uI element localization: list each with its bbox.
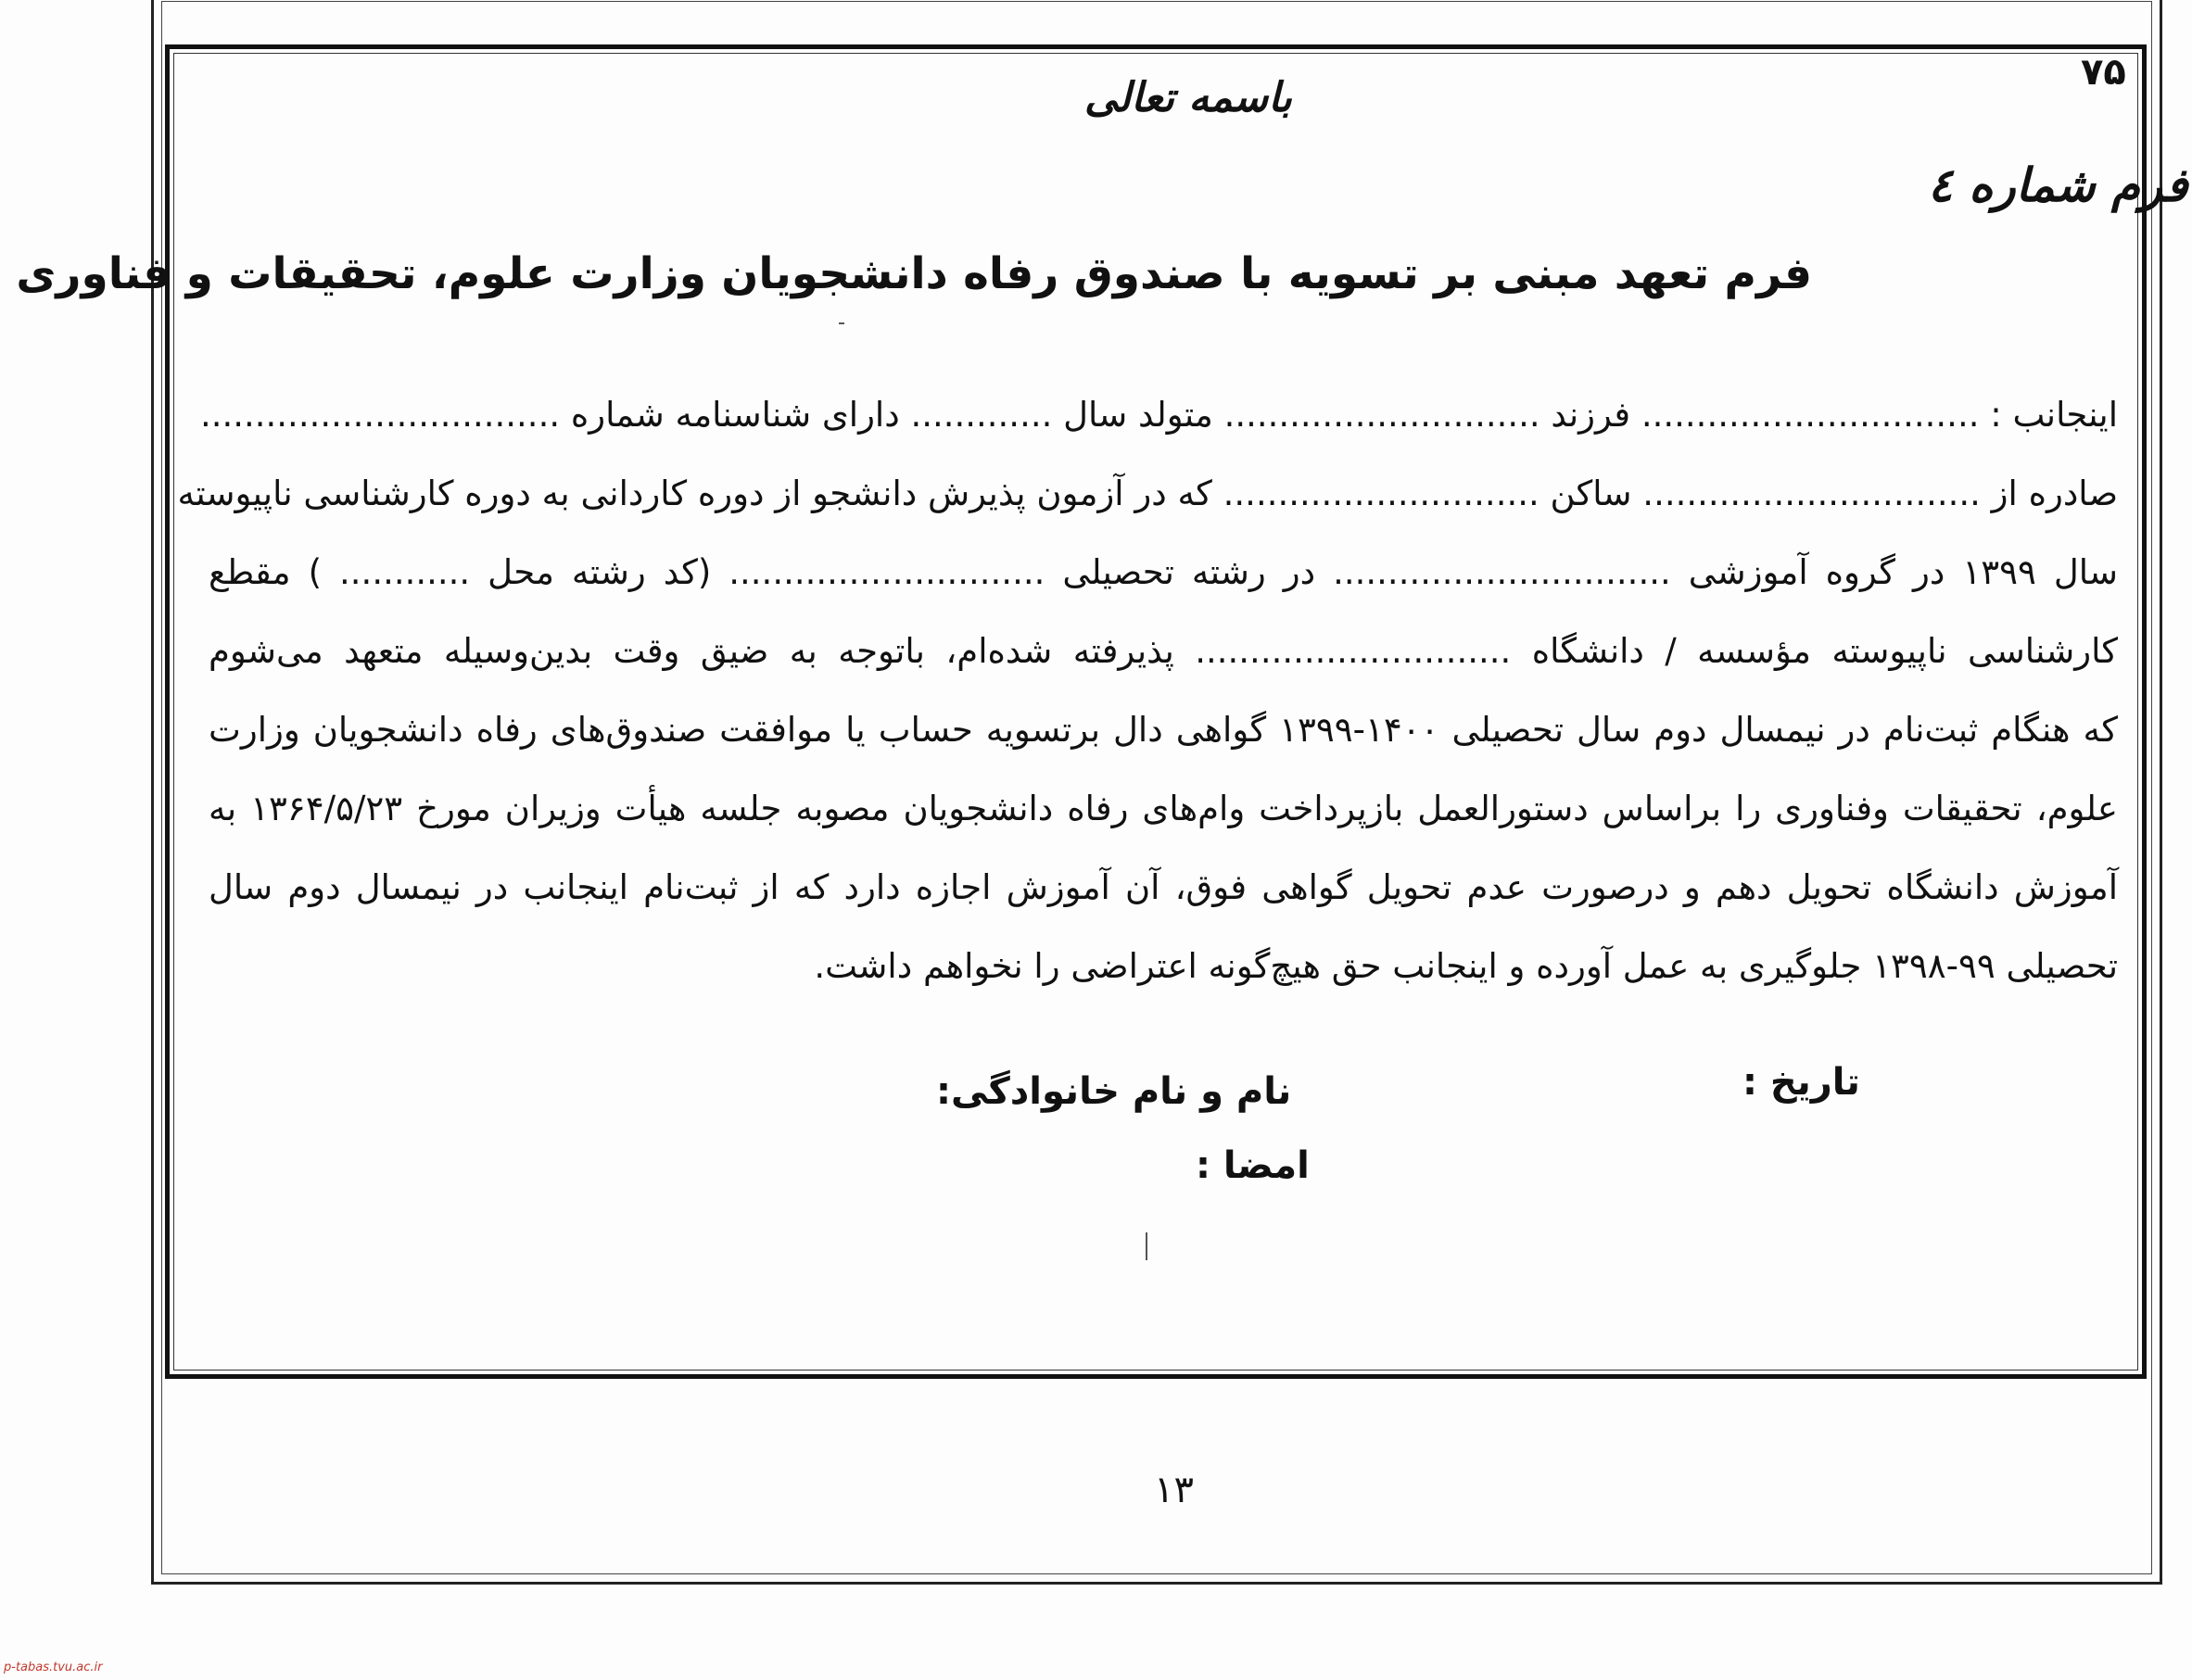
page-number: ۱۳ (1154, 1469, 1194, 1511)
signature-label: امضا : (1196, 1144, 1310, 1187)
full-name-label: نام و نام خانوادگی: (936, 1070, 1292, 1113)
form-number-label: فرم شماره ٤ (1928, 158, 2188, 212)
form-body (177, 375, 2118, 1005)
body-line-6: علوم، تحقیقات وفناوری را براساس دستورالعمل بازپرداخت وام‌های رفاه دانشجویان مصوبه جلسه هیأت وزیران مورخ ۱۳۶۴/۵/۲۳ به (209, 789, 2118, 828)
body-line-2: صادره از ............................... ساکن ............................. که در آزمون پذیرش دانشجو از دوره کاردانی به دوره کارشناسی ناپیوسته (177, 474, 2118, 513)
body-line-7: آموزش دانشگاه تحویل دهم و درصورت عدم تحویل گواهی فوق، آن آموزش اجازه دارد که از ثبت‌نام اینجانب در نیمسال دوم سال (209, 867, 2118, 907)
corner-page-number: ۷۵ (2081, 51, 2126, 94)
website-watermark: p-tabas.tvu.ac.ir (4, 1661, 103, 1674)
scan-mark (1146, 1232, 1147, 1260)
body-line-8: تحصیلی ۹۹-۱۳۹۸ جلوگیری به عمل آورده و اینجانب حق هیچ‌گونه اعتراضی را نخواهم داشت. (814, 946, 2118, 986)
body-line-4: کارشناسی ناپیوسته مؤسسه / دانشگاه ............................. پذیرفته شده‌ام، باتوجه به ضیق وقت بدین‌وسیله متعهد می‌شوم (209, 631, 2118, 671)
form-title: فرم تعهد مبنی بر تسویه با صندوق رفاه دانشجویان وزارت علوم، تحقیقات و فناوری (16, 248, 1812, 299)
body-line-5: که هنگام ثبت‌نام در نیمسال دوم سال تحصیلی ۱۴۰۰-۱۳۹۹ گواهی دال برتسویه حساب یا موافقت صندوق‌های رفاه دانشجویان وزارت (209, 710, 2118, 750)
basmala-heading: باسمه تعالی (1084, 74, 1292, 121)
date-label: تاریخ : (1742, 1061, 1860, 1104)
body-line-3: سال ۱۳۹۹ در گروه آموزشی ............................... در رشته تحصیلی ............................. (کد رشته محل ............ ) مقطع (209, 552, 2118, 592)
body-line-1: اینجانب : ............................... فرزند ............................. متولد سال ............. دارای شناسنامه شماره ................................. (199, 395, 2118, 435)
scan-mark (839, 322, 844, 324)
